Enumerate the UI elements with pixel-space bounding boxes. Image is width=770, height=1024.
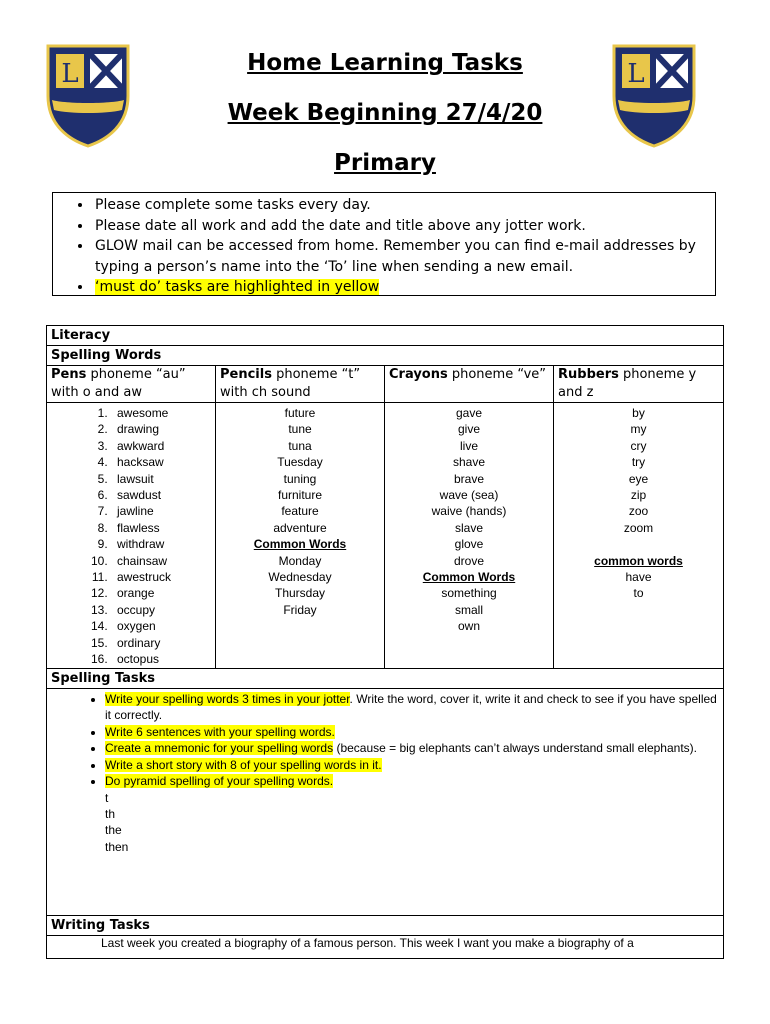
spelling-word: Tuesday (277, 455, 323, 470)
instruction-item: • Please date all work and add the date and title above any jotter work. (93, 216, 715, 237)
spelling-word: feature (281, 504, 319, 519)
spelling-word: 16. octopus (111, 651, 211, 667)
task-detail: (because = big elephants can’t always understand small elephants). (333, 741, 697, 755)
common-word: have (625, 570, 652, 585)
pyramid-line: the (105, 823, 122, 838)
spelling-word: 6. sawdust (111, 487, 211, 503)
spelling-word: waive (hands) (431, 504, 507, 519)
group-header-rubbers: Rubbers phoneme y and z (554, 366, 724, 403)
spelling-word: slave (454, 520, 483, 535)
spelling-word: eye (628, 471, 649, 486)
spelling-word: 10. chainsaw (111, 553, 211, 569)
common-words-label: Common Words (422, 570, 516, 585)
instruction-item (93, 277, 715, 298)
pyramid-line: t (105, 790, 109, 805)
common-words-label: common words (594, 553, 683, 568)
spelling-word: zip (630, 488, 647, 503)
common-word: something (441, 586, 497, 601)
common-words-label: Common Words (253, 537, 347, 552)
class-title: Primary (334, 150, 436, 176)
highlight-note: ‘must do’ tasks are highlighted in yellow (95, 279, 380, 295)
pyramid-line: then (105, 839, 129, 854)
crest-letter: L (627, 59, 645, 89)
spelling-word: tuna (288, 438, 312, 453)
spelling-word: 15. ordinary (111, 635, 211, 651)
spelling-word: try (631, 455, 646, 470)
section-spelling-tasks: Spelling Tasks (47, 668, 724, 688)
spelling-word: 5. lawsuit (111, 471, 211, 487)
common-word: Wednesday (268, 570, 332, 585)
spelling-word: shave (452, 455, 486, 470)
spelling-word: gave (455, 406, 483, 420)
pencils-word-list (216, 403, 385, 669)
spelling-word: adventure (273, 520, 327, 535)
spelling-task-item (105, 724, 719, 741)
section-writing-tasks: Writing Tasks (47, 915, 724, 935)
spelling-task-item (105, 757, 719, 774)
instruction-item: • GLOW mail can be accessed from home. Remember you can find e-mail addresses by typing a person’s name into the ‘To’ line when sending a new email. (93, 236, 715, 277)
common-word: Thursday (274, 586, 326, 601)
instructions-box (52, 192, 716, 296)
must-do-highlight: Write your spelling words 3 times in your jotter (105, 691, 350, 706)
group-header-pencils: Pencils phoneme “t” with ch sound (216, 366, 385, 403)
section-literacy: Literacy (47, 326, 724, 346)
spelling-word: zoom (623, 520, 654, 535)
must-do-highlight: Do pyramid spelling of your spelling words. (105, 774, 334, 788)
spelling-word: live (459, 438, 478, 453)
spelling-word: tuning (283, 471, 317, 486)
spelling-word: 11. awestruck (111, 569, 211, 585)
common-word: Monday (278, 553, 322, 568)
spelling-tasks-cell (47, 688, 724, 915)
common-word: own (457, 619, 480, 634)
spelling-word: zoo (628, 504, 649, 519)
spelling-word: 12. orange (111, 585, 211, 601)
spelling-word: 8. flawless (111, 520, 211, 536)
spelling-word: 14. oxygen (111, 618, 211, 634)
group-header-crayons: Crayons phoneme “ve” (385, 366, 554, 403)
spelling-task-item (105, 740, 719, 757)
spelling-word: brave (453, 471, 485, 486)
must-do-highlight: Write 6 sentences with your spelling words. (105, 724, 335, 739)
spelling-word: 1. awesome (111, 405, 211, 421)
spelling-task-item (105, 691, 719, 724)
spelling-word: 7. jawline (111, 503, 211, 519)
literacy-table (46, 325, 724, 959)
pyramid-line: th (105, 806, 116, 821)
spelling-word: give (457, 422, 480, 437)
must-do-highlight: Write a short story with 8 of your spelling words in it. (105, 757, 382, 772)
section-spelling-words: Spelling Words (47, 346, 724, 366)
spelling-word: 2. drawing (111, 421, 211, 437)
week-title: Week Beginning 27/4/20 (227, 100, 543, 126)
group-header-pens: Pens phoneme “au” with o and aw (47, 366, 216, 403)
spelling-word: by (632, 406, 645, 420)
spelling-word: my (630, 422, 647, 437)
spelling-word: 13. occupy (111, 602, 211, 618)
page-title: Home Learning Tasks (247, 50, 523, 76)
common-word: small (454, 602, 483, 617)
instruction-item: • Please complete some tasks every day. (93, 195, 715, 216)
writing-task-text: Last week you created a biography of a famous person. This week I want you make a biography of a (47, 935, 724, 958)
crayons-word-list (385, 403, 554, 669)
crest-letter: L (61, 59, 79, 89)
spelling-word: drove (453, 553, 485, 568)
pens-word-list (47, 403, 216, 669)
spelling-word: 4. hacksaw (111, 454, 211, 470)
spelling-word: 3. awkward (111, 438, 211, 454)
spelling-word: glove (454, 537, 484, 552)
rubbers-word-list (554, 403, 724, 669)
common-word: Friday (283, 602, 317, 617)
spelling-word: 9. withdraw (111, 536, 211, 552)
common-word: to (633, 586, 644, 601)
spelling-word: future (284, 406, 316, 420)
must-do-highlight: Create a mnemonic for your spelling words (105, 741, 334, 755)
spelling-word: cry (630, 438, 647, 453)
spelling-word: tune (288, 422, 312, 437)
spelling-word: furniture (277, 488, 323, 503)
task-detail: . Write the word, cover it, write it and check to see if you have spelled it correctly. (105, 691, 717, 722)
spelling-task-item (105, 773, 719, 790)
spelling-word: wave (sea) (439, 488, 499, 503)
